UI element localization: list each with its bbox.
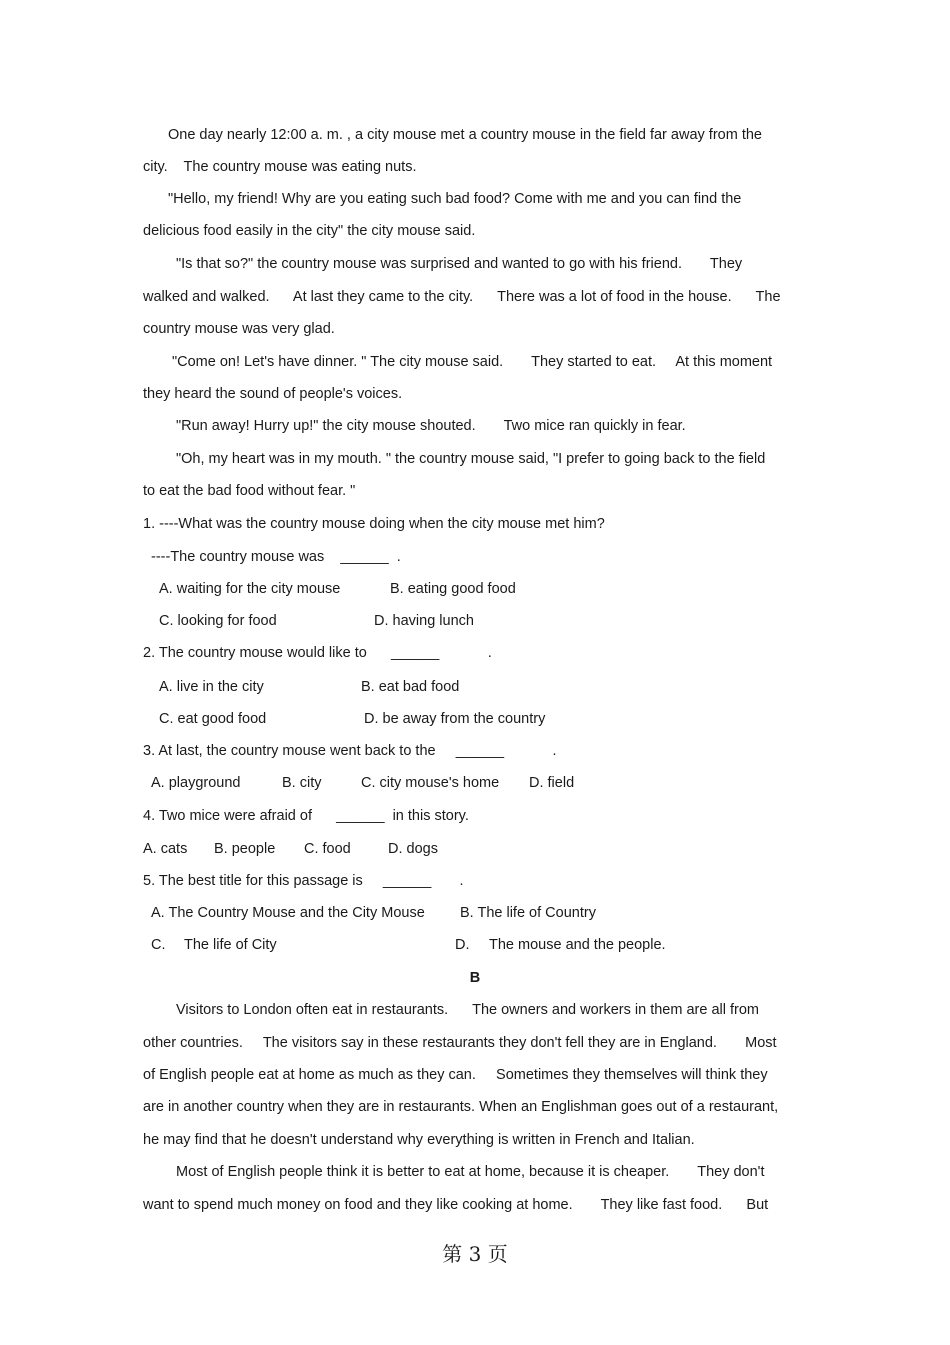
passage-a-line: "Come on! Let's have dinner. " The city mouse said. They started to eat. At this moment — [172, 354, 773, 370]
section-b-line: are in another country when they are in restaurants. When an Englishman goes out of a restaurant, — [143, 1099, 779, 1115]
passage-a-line: One day nearly 12:00 a. m. , a city mouse met a country mouse in the field far away from the — [168, 127, 762, 143]
question-1-option-d: D. having lunch — [374, 613, 474, 629]
question-5-option-c-letter: C. — [151, 937, 166, 953]
section-b-line: other countries. The visitors say in these restaurants they don't fell they are in England. Most — [143, 1035, 777, 1051]
question-3-option-b: B. city — [282, 775, 322, 791]
question-4-option-d: D. dogs — [388, 841, 438, 857]
passage-a-line: they heard the sound of people's voices. — [143, 386, 403, 402]
question-2-option-a: A. live in the city — [159, 679, 264, 695]
passage-a-line: to eat the bad food without fear. " — [143, 483, 356, 499]
question-3-stem: 3. At last, the country mouse went back to the ______ . — [143, 743, 557, 759]
question-1-answer-line: ----The country mouse was ______ . — [151, 549, 401, 565]
passage-a-line: walked and walked. At last they came to the city. There was a lot of food in the house. The — [143, 289, 781, 305]
passage-a-line: city. The country mouse was eating nuts. — [143, 159, 417, 175]
passage-a-line: "Run away! Hurry up!" the city mouse shouted. Two mice ran quickly in fear. — [176, 418, 686, 434]
question-1-option-a: A. waiting for the city mouse — [159, 581, 341, 597]
passage-a-line: "Is that so?" the country mouse was surprised and wanted to go with his friend. They — [176, 256, 743, 272]
question-2-option-b: B. eat bad food — [361, 679, 460, 695]
passage-a-line: "Oh, my heart was in my mouth. " the country mouse said, "I prefer to going back to the field — [176, 451, 766, 467]
question-2-option-c: C. eat good food — [159, 711, 267, 727]
question-3-option-a: A. playground — [151, 775, 241, 791]
question-2-option-d: D. be away from the country — [364, 711, 546, 727]
passage-a-line: "Hello, my friend! Why are you eating such bad food? Come with me and you can find the — [168, 191, 742, 207]
question-4-option-a: A. cats — [143, 841, 188, 857]
question-5-option-a: A. The Country Mouse and the City Mouse — [151, 905, 425, 921]
question-5-option-c-text: The life of City — [184, 937, 277, 953]
section-b-heading: B — [469, 970, 481, 986]
page-number: 第 3 页 — [442, 1242, 508, 1266]
question-5-option-d-letter: D. — [455, 937, 470, 953]
question-3-option-d: D. field — [529, 775, 575, 791]
question-4-option-b: B. people — [214, 841, 276, 857]
question-4-stem: 4. Two mice were afraid of ______ in this story. — [143, 808, 469, 824]
question-2-stem: 2. The country mouse would like to ______ . — [143, 645, 492, 661]
passage-a-line: country mouse was very glad. — [143, 321, 335, 337]
question-3-option-c: C. city mouse's home — [361, 775, 500, 791]
question-1-option-b: B. eating good food — [390, 581, 516, 597]
section-b-line: Visitors to London often eat in restaurants. The owners and workers in them are all from — [176, 1002, 759, 1018]
question-5-option-b: B. The life of Country — [460, 905, 596, 921]
section-b-line: Most of English people think it is better to eat at home, because it is cheaper. They don't — [176, 1164, 765, 1180]
question-1-option-c: C. looking for food — [159, 613, 277, 629]
section-b-line: of English people eat at home as much as they can. Sometimes they themselves will think they — [143, 1067, 768, 1083]
section-b-line: he may find that he doesn't understand why everything is written in French and Italian. — [143, 1132, 695, 1148]
question-5-option-d-text: The mouse and the people. — [489, 937, 666, 953]
question-1-stem: 1. ----What was the country mouse doing when the city mouse met him? — [143, 516, 605, 532]
question-4-option-c: C. food — [304, 841, 351, 857]
question-5-stem: 5. The best title for this passage is ______ . — [143, 873, 464, 889]
section-b-line: want to spend much money on food and they like cooking at home. They like fast food. But — [143, 1197, 769, 1213]
passage-a-line: delicious food easily in the city" the city mouse said. — [143, 223, 476, 239]
